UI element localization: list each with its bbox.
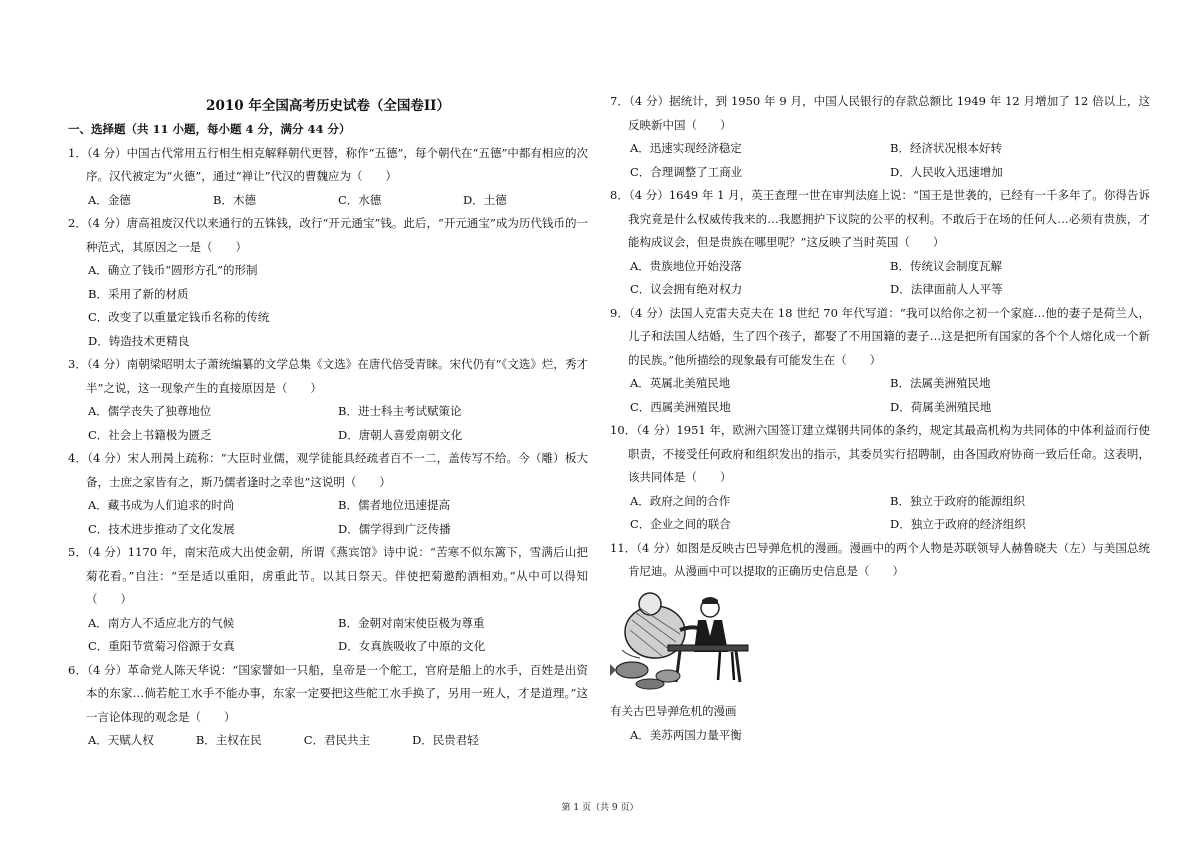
option-c: C．议会拥有绝对权力: [630, 282, 743, 296]
option-d: D．铸造技术更精良: [88, 333, 190, 348]
option-c: C．重阳节赏菊习俗源于女真: [88, 639, 235, 653]
question-stem: 11．（4 分）如图是反映古巴导弹危机的漫画。漫画中的两个人物是苏联领导人赫鲁晓夫（左）与美国总统肯尼迪。从漫画中可以提取的正确历史信息是（ ）: [610, 540, 1150, 578]
option-d: D．人民收入迅速增加: [890, 164, 1003, 179]
question-stem: 7．（4 分）据统计，到 1950 年 9 月，中国人民银行的存款总额比 1949 年 12 月增加了 12 倍以上，这反映新中国（ ）: [610, 94, 1150, 132]
option-b: B．传统议会制度瓦解: [890, 258, 1002, 273]
option-d: D．唐朝人喜爱南朝文化: [338, 427, 463, 442]
option-d: D．民贵君轻: [412, 733, 479, 747]
option-a: A．政府之间的合作: [630, 493, 731, 508]
option-a: A．迅速实现经济稳定: [630, 141, 742, 155]
option-b: B．独立于政府的能源组织: [890, 493, 1025, 508]
option-d: D．法律面前人人平等: [890, 282, 1003, 296]
question-stem: 5．（4 分）1170 年，南宋范成大出使金朝，所谓《燕宾馆》诗中说：“苦寒不似东篱下，雪满后山把菊花看。”自注：“至是适以重阳，虏重此节。以其日祭天。伴使把菊邀酌酒相劝。”从中可以得知（ ）: [68, 545, 588, 606]
option-d: D．土德: [463, 192, 507, 207]
page-title: 2010 年全国高考历史试卷（全国卷II）: [206, 98, 450, 114]
option-c: C．技术进步推动了文化发展: [88, 521, 235, 536]
option-b: B．进士科主考试赋策论: [338, 404, 462, 418]
option-d: D．荷属美洲殖民地: [890, 399, 992, 414]
option-a: A．天赋人权: [88, 733, 154, 747]
option-c: C．君民共主: [303, 733, 371, 747]
option-b: B．法属美洲殖民地: [890, 376, 991, 390]
question-5: [68, 541, 588, 659]
option-b: B．儒者地位迅速提高: [338, 498, 450, 512]
question-stem: 6．（4 分）革命党人陈天华说：“国家譬如一只船，皇帝是一个舵工，官府是船上的水手，百姓是出资本的东家…倘若舵工水手不能办事，东家一定要把这些舵工水手换了，另用一班人，才是道理。”这一言论体现的观念是（ ）: [68, 662, 588, 724]
option-b: B．经济状况根本好转: [890, 141, 1002, 155]
question-8: [610, 184, 1150, 302]
question-10: [610, 419, 1150, 537]
option-c: C．改变了以重量定钱币名称的传统: [88, 310, 270, 324]
option-c: C．合理调整了工商业: [630, 164, 743, 179]
option-a: A．儒学丧失了独尊地位: [88, 404, 212, 418]
question-stem: 3．（4 分）南朝梁昭明太子萧统编纂的文学总集《文选》在唐代倍受青睐。宋代仍有“《文选》烂，秀才半”之说，这一现象产生的直接原因是（ ）: [68, 357, 588, 395]
option-a: A．英属北美殖民地: [630, 376, 731, 390]
left-column: [68, 90, 588, 753]
question-7: [610, 90, 1150, 184]
option-a: A．确立了钱币“圆形方孔”的形制: [88, 263, 258, 277]
option-b: B．主权在民: [195, 733, 262, 747]
option-b: B．采用了新的材质: [88, 286, 189, 301]
option-a: A．贵族地位开始没落: [630, 258, 742, 273]
question-6: [68, 659, 588, 753]
option-a: A．金德: [88, 192, 131, 207]
option-a: A．藏书成为人们追求的时尚: [88, 498, 235, 512]
option-d: D．儒学得到广泛传播: [338, 521, 451, 536]
question-3: [68, 353, 588, 447]
page-footer: 第 1 页（共 9 页）: [561, 803, 639, 813]
option-a: A．南方人不适应北方的气候: [88, 615, 235, 630]
option-c: C．水德: [338, 192, 382, 207]
question-stem: 4．（4 分）宋人刑昺上疏称：“大臣时业儒，观学徒能具经疏者百不一二，盖传写不给。今（雕）板大备，士庶之家皆有之，斯乃儒者逢时之幸也”这说明（ ）: [68, 451, 588, 489]
question-stem: 9．（4 分）法国人克雷夫克夫在 18 世纪 70 年代写道：“我可以给你之初一个家庭…他的妻子是荷兰人，儿子和法国人结婚，生了四个孩子，都娶了不用国籍的妻子…这是把所有国家的各个个人熔化成一个新的民族。”他所描绘的现象最有可能发生在（ ）: [610, 305, 1150, 367]
cartoon-caption: 有关古巴导弹危机的漫画: [610, 704, 737, 718]
option-c: C．社会上书籍极为匮乏: [88, 427, 212, 442]
question-1: [68, 142, 588, 213]
question-9: [610, 302, 1150, 420]
question-stem: 8．（4 分）1649 年 1 月，英王查理一世在审判法庭上说：“国王是世袭的，已经有一千多年了。你得告诉我究竟是什么权威传我来的…我愿拥护下议院的公平的权利。不敢后于在场的任何人…必须有贵族，才能构成议会，但是贵族在哪里呢？”这反映了当时英国（ ）: [610, 188, 1150, 249]
option-a: A．美苏两国力量平衡: [630, 727, 742, 742]
option-c: C．西属美洲殖民地: [630, 399, 731, 414]
option-b: B．金朝对南宋使臣极为尊重: [338, 615, 485, 630]
question-11: [610, 537, 1150, 748]
question-2: [68, 212, 588, 353]
question-stem: 1．（4 分）中国古代常用五行相生相克解释朝代更替，称作“五德”，每个朝代在“五德”中都有相应的次序。汉代被定为“火德”，通过“禅让”代汉的曹魏应为（ ）: [68, 145, 588, 183]
option-d: D．独立于政府的经济组织: [890, 517, 1026, 531]
question-stem: 10．（4 分）1951 年，欧洲六国签订建立煤钢共同体的条约，规定其最高机构为共同体的中体利益而行使职责，不接受任何政府和组织发出的指示，其委员实行招聘制，由各国政府协商一致后任命。这表明，该共同体是（ ）: [610, 423, 1150, 484]
question-stem: 2．（4 分）唐高祖废汉代以来通行的五铢钱，改行“开元通宝”钱。此后，“开元通宝”成为历代钱币的一种范式，其原因之一是（ ）: [68, 216, 588, 254]
option-c: C．企业之间的联合: [630, 517, 731, 531]
option-d: D．女真族吸收了中原的文化: [338, 639, 486, 653]
right-column: [610, 90, 1150, 747]
question-4: [68, 447, 588, 541]
option-b: B．木德: [213, 192, 256, 207]
section-heading: 一、选择题（共 11 小题，每小题 4 分，满分 44 分）: [68, 122, 351, 136]
cuban-missile-crisis-cartoon: [610, 590, 755, 690]
